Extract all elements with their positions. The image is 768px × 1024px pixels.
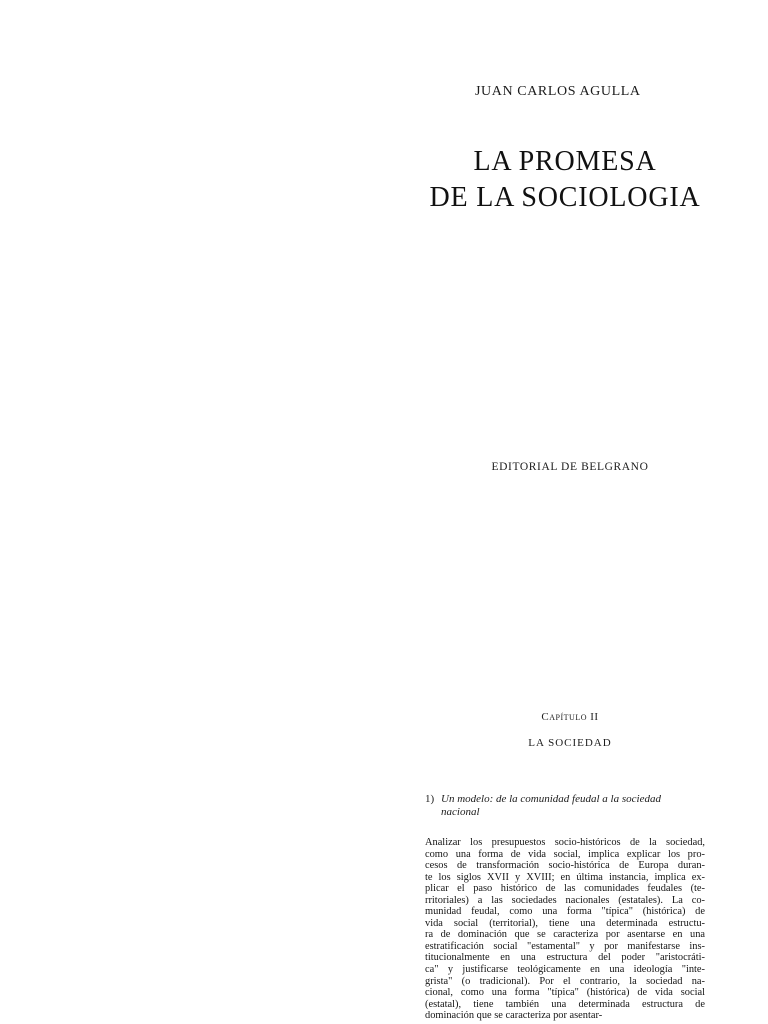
body-line: rritoriales) a las sociedades nacionales (estatales). La co- (425, 894, 705, 906)
body-line: plicar el paso histórico de las comunidades feudales (te- (425, 883, 705, 895)
body-line: vida social (territorial), tiene una determinada estructu- (425, 917, 705, 929)
book-title-line-2: DE LA SOCIOLOGIA (429, 182, 701, 213)
section-number: 1) (425, 793, 435, 805)
body-line: grista" (o tradicional). Por el contrario, la sociedad na- (425, 975, 705, 987)
body-paragraph (425, 837, 705, 1024)
body-line: cesos de transformación socio-histórica de Europa duran- (425, 860, 705, 872)
body-line: munidad feudal, como una forma "típica" (histórica) de (425, 906, 705, 918)
body-line: te los siglos XVII y XVIII; en última instancia, implica ex- (425, 871, 705, 883)
chapter-label: Capítulo II (541, 711, 599, 723)
publisher-name: EDITORIAL DE BELGRANO (491, 461, 649, 473)
body-line: cional, como una forma "típica" (histórica) de vida social (425, 987, 705, 999)
body-line: Analizar los presupuestos socio-históricos de la sociedad, (425, 837, 705, 848)
author-name: JUAN CARLOS AGULLA (475, 84, 641, 99)
section-heading-line-2: nacional (441, 806, 480, 818)
body-line: (estatal), tiene también una determinada estructura de (425, 998, 705, 1010)
body-line: ca" y justificarse teológicamente en una ideología "inte- (425, 964, 705, 976)
body-line: dominación que se caracteriza por asentar- (425, 1010, 603, 1022)
body-line: ra de dominación que se caracteriza por asentarse en una (425, 929, 705, 941)
section-heading-line-1: Un modelo: de la comunidad feudal a la sociedad (441, 793, 661, 805)
section-heading (425, 793, 710, 819)
body-line: titucionalmente en una estructura del poder "aristocráti- (425, 952, 705, 964)
chapter-title: LA SOCIEDAD (528, 737, 612, 749)
body-line: estratificación social "estamental" y por manifestarse ins- (425, 940, 705, 952)
book-title-line-1: LA PROMESA (473, 146, 657, 177)
body-line: como una forma de vida social, implica explicar los pro- (425, 848, 705, 860)
book-title (400, 144, 730, 216)
